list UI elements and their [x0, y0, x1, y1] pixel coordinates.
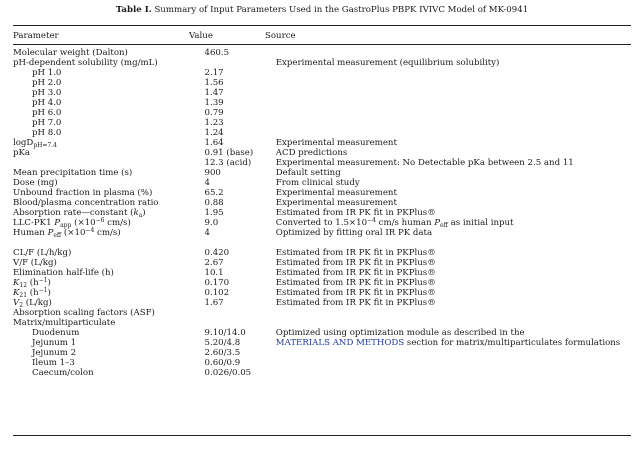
param-text: (×10 [61, 228, 86, 238]
table-row [13, 308, 644, 318]
table-row [13, 158, 644, 168]
materials-and-methods-link[interactable]: MATERIALS AND METHODS [275, 338, 405, 348]
param-superscript: −4 [85, 227, 95, 234]
source-cell: Estimated from IR PK fit in PKPlus® [275, 248, 436, 258]
table-row [13, 328, 644, 338]
param-text: cm/s) [94, 228, 121, 238]
table-row [13, 188, 644, 198]
source-text: as initial input [447, 218, 514, 228]
value-cell: 1.64 [204, 138, 224, 148]
param-cell [13, 298, 205, 308]
value-cell: 12.3 (acid) [204, 158, 252, 168]
table-row [13, 138, 644, 148]
value-cell: 2.17 [204, 68, 224, 78]
source-symbol: P [434, 218, 441, 228]
param-cell: Unbound fraction in plasma (%) [13, 188, 153, 198]
param-text: logD [13, 138, 34, 148]
value-cell: 0.420 [204, 248, 230, 258]
source-cell [276, 218, 644, 228]
source-cell: Experimental measurement: No Detectable pKa between 2.5 and 11 [275, 158, 574, 168]
param-cell [13, 208, 205, 218]
value-cell: 5.20/4.8 [204, 338, 241, 348]
source-cell: Optimized by fitting oral IR PK data [275, 228, 433, 238]
source-text: cm/s human [375, 218, 435, 228]
value-cell: 1.95 [204, 208, 224, 218]
param-cell [13, 288, 205, 298]
table-row [13, 118, 644, 128]
param-cell: Jejunum 1 [32, 338, 77, 348]
table-row [13, 148, 644, 158]
table-row [13, 338, 644, 348]
parameters-table [13, 48, 644, 378]
param-cell: Blood/plasma concentration ratio [13, 198, 159, 208]
param-cell: V/F (L/kg) [13, 258, 57, 268]
param-text: cm/s) [104, 218, 131, 228]
source-cell: Estimated from IR PK fit in PKPlus® [275, 288, 436, 298]
table-row [13, 318, 644, 328]
source-cell [276, 88, 644, 98]
value-cell: 1.39 [204, 98, 224, 108]
table-row [13, 68, 644, 78]
value-cell: 4 [204, 228, 210, 238]
source-cell: From clinical study [275, 178, 360, 188]
value-cell: 0.026/0.05 [204, 368, 252, 378]
table-row [13, 268, 644, 278]
source-cell [276, 128, 644, 138]
value-cell [205, 318, 276, 328]
param-subscript: pH=7.4 [33, 142, 57, 149]
source-text: section for matrix/multiparticulates formulations [404, 338, 621, 348]
source-cell: Optimized using optimization module as described in the [275, 328, 525, 338]
source-cell: Estimated from IR PK fit in PKPlus® [275, 208, 436, 218]
param-subscript: 2 [19, 302, 24, 309]
source-cell [276, 48, 644, 58]
table-row [13, 168, 644, 178]
param-cell: pH 8.0 [32, 128, 62, 138]
source-cell [276, 108, 644, 118]
param-cell: Duodenum [32, 328, 80, 338]
param-superscript: −6 [95, 217, 105, 224]
table-row [13, 368, 644, 378]
param-text: (×10 [71, 218, 96, 228]
param-cell: Jejunum 2 [32, 348, 77, 358]
table-row [13, 198, 644, 208]
value-cell: 9.10/14.0 [204, 328, 246, 338]
source-superscript: −4 [367, 217, 376, 224]
param-cell: Mean precipitation time (s) [13, 168, 133, 178]
table-row [13, 98, 644, 108]
param-subscript: a [138, 212, 143, 219]
source-cell [276, 78, 644, 88]
source-cell [276, 98, 644, 108]
top-rule [13, 25, 631, 26]
table-row [13, 258, 644, 268]
source-cell [276, 308, 644, 318]
param-symbol: K [13, 288, 20, 298]
param-superscript: −1 [38, 287, 48, 294]
param-cell: pH-dependent solubility (mg/mL) [13, 58, 158, 68]
value-cell: 0.102 [204, 288, 230, 298]
table-row [13, 58, 644, 68]
param-symbol: P [54, 218, 61, 228]
param-cell: pH 6.0 [32, 108, 62, 118]
value-cell: 1.56 [204, 78, 224, 88]
source-cell [276, 68, 644, 78]
table-row [13, 248, 644, 258]
param-subscript: 12 [19, 282, 28, 289]
param-text: (h [27, 278, 39, 288]
param-text: Absorption rate—constant ( [13, 208, 134, 218]
param-subscript: 21 [19, 292, 28, 299]
value-cell: 1.24 [204, 128, 224, 138]
param-cell: pH 4.0 [32, 98, 62, 108]
param-cell: Matrix/multiparticulate [13, 318, 116, 328]
table-row [13, 128, 644, 138]
header-parameter: Parameter [13, 31, 59, 41]
source-cell: ACD predictions [275, 148, 348, 158]
param-text: (h [27, 288, 39, 298]
value-cell: 900 [204, 168, 221, 178]
param-text: LLC-PK1 [13, 218, 55, 228]
param-symbol: V [13, 298, 20, 308]
value-cell [205, 58, 276, 68]
value-cell: 0.88 [204, 198, 224, 208]
table-row [13, 288, 644, 298]
table-row [13, 88, 644, 98]
param-cell: pH 3.0 [32, 88, 62, 98]
value-cell: 2.60/3.5 [204, 348, 241, 358]
table-row [13, 228, 644, 238]
source-cell: Experimental measurement [275, 188, 397, 198]
source-cell: Estimated from IR PK fit in PKPlus® [275, 278, 436, 288]
param-cell: Elimination half-life (h) [13, 268, 114, 278]
source-text: Converted to 1.5×10 [275, 218, 368, 228]
value-cell: 65.2 [204, 188, 224, 198]
param-subscript: app [60, 222, 72, 229]
bottom-rule [13, 435, 631, 436]
table-row [13, 358, 644, 368]
source-cell: Estimated from IR PK fit in PKPlus® [275, 258, 436, 268]
value-cell: 0.91 (base) [204, 148, 254, 158]
param-cell: CL/F (L/h/kg) [13, 248, 72, 258]
source-cell [276, 348, 644, 358]
param-cell: Dose (mg) [13, 178, 58, 188]
table-row [13, 48, 644, 58]
table-row [13, 218, 644, 228]
source-cell: Experimental measurement [275, 198, 397, 208]
param-text: Human [13, 228, 48, 238]
param-symbol: P [47, 228, 54, 238]
param-cell [13, 158, 205, 168]
param-text: ) [142, 208, 146, 218]
caption-label: Table I. [115, 5, 152, 15]
param-symbol: k [133, 208, 139, 218]
header-value: Value [189, 31, 213, 41]
source-cell [276, 368, 644, 378]
source-cell: Experimental measurement [275, 138, 397, 148]
source-cell [276, 338, 644, 348]
param-cell [13, 218, 205, 228]
param-cell: Ileum 1–3 [32, 358, 75, 368]
table-row [13, 298, 644, 308]
value-cell: 0.170 [204, 278, 230, 288]
value-cell: 460.5 [204, 48, 230, 58]
table-caption [0, 5, 644, 16]
source-cell [276, 358, 644, 368]
table-row [13, 78, 644, 88]
value-cell: 2.67 [204, 258, 224, 268]
value-cell [205, 308, 276, 318]
param-cell: Absorption scaling factors (ASF) [13, 308, 155, 318]
param-cell: pH 7.0 [32, 118, 62, 128]
value-cell: 0.79 [204, 108, 224, 118]
param-cell [13, 228, 205, 238]
source-cell: Experimental measurement (equilibrium solubility) [275, 58, 500, 68]
param-cell: pH 2.0 [32, 78, 62, 88]
source-cell: Estimated from IR PK fit in PKPlus® [275, 298, 436, 308]
param-text: ) [47, 288, 51, 298]
param-text: (L/kg) [23, 298, 52, 308]
param-cell [13, 138, 205, 148]
value-cell: 0.60/0.9 [204, 358, 241, 368]
value-cell: 4 [204, 178, 210, 188]
table-row [13, 108, 644, 118]
table-row [13, 278, 644, 288]
source-cell [276, 118, 644, 128]
param-superscript: −1 [38, 277, 48, 284]
param-cell: Molecular weight (Dalton) [13, 48, 128, 58]
source-cell: Default setting [275, 168, 341, 178]
caption-text: Summary of Input Parameters Used in the GastroPlus PBPK IVIVC Model of MK-0941 [154, 5, 529, 15]
header-rule [13, 44, 631, 45]
source-subscript: eff [440, 222, 448, 229]
spacer-row [13, 238, 644, 248]
value-cell: 10.1 [204, 268, 224, 278]
param-cell: pH 1.0 [32, 68, 62, 78]
value-cell: 1.67 [204, 298, 224, 308]
param-cell: Caecum/colon [32, 368, 94, 378]
param-text: ) [47, 278, 51, 288]
value-cell: 9.0 [204, 218, 219, 228]
table-row [13, 178, 644, 188]
source-cell [276, 318, 644, 328]
param-subscript: eff [53, 232, 62, 239]
param-symbol: K [13, 278, 20, 288]
source-cell: Estimated from IR PK fit in PKPlus® [275, 268, 436, 278]
table-row [13, 348, 644, 358]
value-cell: 1.47 [204, 88, 224, 98]
table-row [13, 208, 644, 218]
value-cell: 1.23 [204, 118, 224, 128]
header-source: Source [265, 31, 296, 41]
param-cell: pKa [13, 148, 31, 158]
